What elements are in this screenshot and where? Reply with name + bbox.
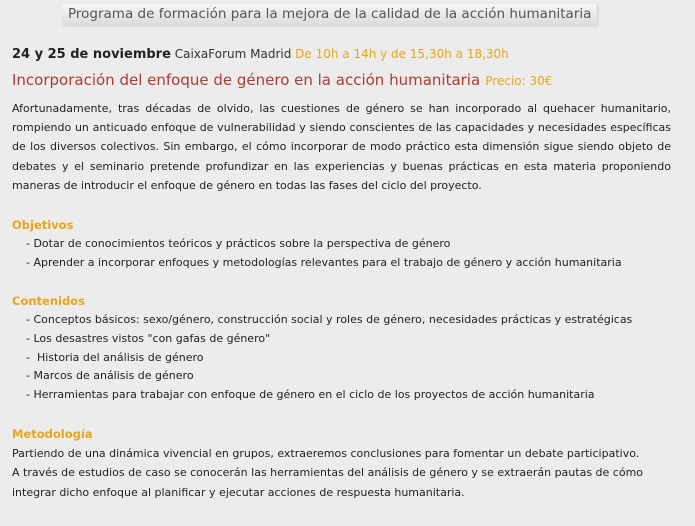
course-header <box>12 70 552 91</box>
list-item: - Dotar de conocimientos teóricos y prácticos sobre la perspectiva de género <box>26 237 451 250</box>
event-venue: CaixaForum Madrid <box>174 47 292 61</box>
list-item: - Herramientas para trabajar con enfoque de género en el ciclo de los proyectos de acción humanitaria <box>26 388 595 402</box>
objetivos-heading: Objetivos <box>12 218 74 232</box>
section-objetivos <box>12 216 682 273</box>
contenidos-list <box>12 311 682 405</box>
intro-paragraph: Afortunadamente, tras décadas de olvido, las cuestiones de género se han incorporado al quehacer humanitario, rompiendo un anticuado enfoque de vulnerabilidad y siendo conscientes de las capacidades y necesidades específicas de los diversos colectivos. Sin embargo, el cómo incorporar de modo práctico esta dimensión sigue siendo objeto de debates y el seminario pretende profundizar en las experiencias y buenas prácticas en esta materia proponiendo maneras de introducir el enfoque de género en todas las fases del ciclo del proyecto. <box>12 102 671 192</box>
contenidos-heading: Contenidos <box>12 294 85 308</box>
course-price: Precio: 30€ <box>485 74 553 88</box>
event-info <box>12 46 509 63</box>
list-item: - Historia del análisis de género <box>26 350 204 364</box>
section-metodologia <box>12 425 682 502</box>
objetivos-list <box>12 235 682 273</box>
section-contenidos <box>12 292 682 405</box>
event-date: 24 y 25 de noviembre <box>12 47 171 62</box>
program-title: Programa de formación para la mejora de la calidad de la acción humanitaria <box>62 4 597 25</box>
program-banner <box>0 0 695 30</box>
list-item: - Aprender a incorporar enfoques y metodologías relevantes para el trabajo de género y acción humanitaria <box>26 255 622 269</box>
list-item: - Los desastres vistos "con gafas de género" <box>26 331 271 345</box>
list-item: - Conceptos básicos: sexo/género, construcción social y roles de género, necesidades prácticas y estratégicas <box>26 313 633 326</box>
course-title: Incorporación del enfoque de género en la acción humanitaria <box>12 71 481 89</box>
metodologia-heading: Metodología <box>12 427 93 441</box>
metodologia-paragraph: Partiendo de una dinámica vivencial en grupos, extraeremos conclusiones para fomentar un debate participativo. <box>12 447 640 460</box>
metodologia-paragraph: A través de estudios de caso se conocerán las herramientas del análisis de género y se extraerán pautas de cómo integrar dicho enfoque al planificar y ejecutar acciones de respuesta humanitaria. <box>12 466 644 499</box>
event-hours: De 10h a 14h y de 15,30h a 18,30h <box>295 47 509 61</box>
list-item: - Marcos de análisis de género <box>26 369 194 383</box>
